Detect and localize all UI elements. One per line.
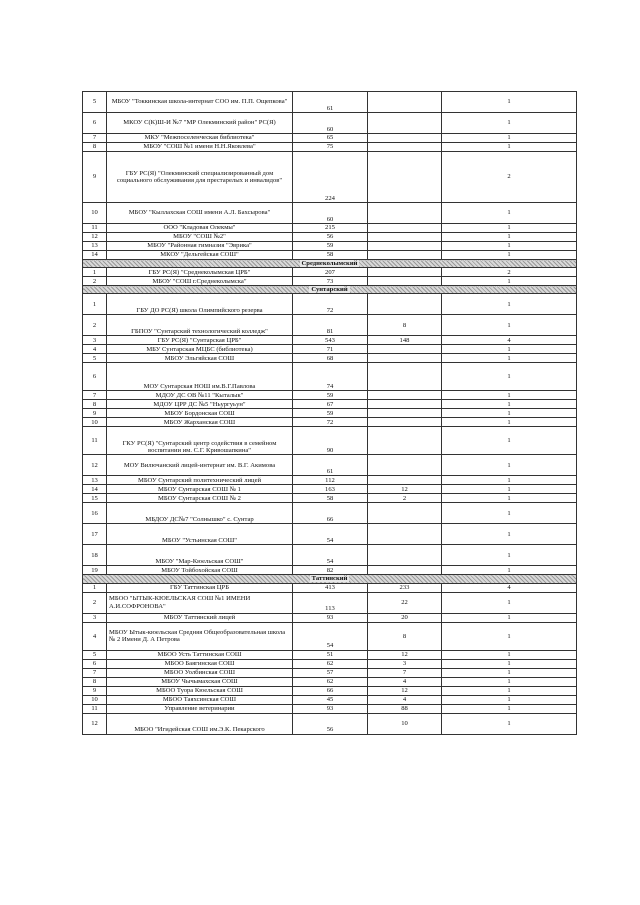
table-row xyxy=(83,294,577,315)
count-total: 59 xyxy=(293,391,368,400)
count-total: 75 xyxy=(293,143,368,152)
count-total: 215 xyxy=(293,224,368,233)
table-row xyxy=(83,242,577,251)
count-units: 1 xyxy=(442,668,577,677)
count-total: 59 xyxy=(293,409,368,418)
table-row xyxy=(83,409,577,418)
section-row xyxy=(83,575,577,583)
organization-name: МБОУ Ытык-кюельская Средняя Общеобразовательная школа № 2 Имени Д. А Петрова xyxy=(107,622,293,650)
count-secondary xyxy=(368,503,442,524)
count-secondary: 8 xyxy=(368,622,442,650)
row-number: 10 xyxy=(83,203,107,224)
section-title xyxy=(83,286,577,294)
section-row xyxy=(83,260,577,268)
count-units: 1 xyxy=(442,400,577,409)
count-secondary xyxy=(368,427,442,455)
count-secondary xyxy=(368,418,442,427)
count-total: 163 xyxy=(293,485,368,494)
count-total: 74 xyxy=(293,363,368,391)
row-number: 4 xyxy=(83,622,107,650)
row-number: 1 xyxy=(83,583,107,592)
section-row xyxy=(83,286,577,294)
row-number: 7 xyxy=(83,391,107,400)
organization-name: МБОО "Игидейская СОШ им.Э.К. Пекарского xyxy=(107,713,293,734)
organization-name: МБОУ "СОШ г.Среднеколымска" xyxy=(107,277,293,286)
count-units: 1 xyxy=(442,494,577,503)
table-row xyxy=(83,485,577,494)
row-number: 10 xyxy=(83,695,107,704)
count-secondary: 3 xyxy=(368,659,442,668)
organization-name: МБОУ Жарханская СОШ xyxy=(107,418,293,427)
table-row xyxy=(83,704,577,713)
row-number: 7 xyxy=(83,134,107,143)
count-secondary xyxy=(368,134,442,143)
table-row xyxy=(83,345,577,354)
count-secondary xyxy=(368,277,442,286)
row-number: 19 xyxy=(83,566,107,575)
row-number: 11 xyxy=(83,224,107,233)
organization-name: МБОО Туора Кюельская СОШ xyxy=(107,686,293,695)
row-number: 6 xyxy=(83,363,107,391)
count-units: 1 xyxy=(442,566,577,575)
table-row xyxy=(83,613,577,622)
organization-name: МДОУ ЦРР ДС №5 "Ньургуьун" xyxy=(107,400,293,409)
organization-name: МБОУ Сунтарская СОШ № 2 xyxy=(107,494,293,503)
count-total: 113 xyxy=(293,592,368,613)
table-row xyxy=(83,583,577,592)
organization-name: МБОУ Бордонская СОШ xyxy=(107,409,293,418)
organization-name: МКОУ С(К)Ш-И №7 "МР Олекминский район" РС(Я) xyxy=(107,113,293,134)
count-secondary: 4 xyxy=(368,695,442,704)
row-number: 8 xyxy=(83,400,107,409)
organization-name: ГБПОУ "Сунтарский технологический колледж" xyxy=(107,315,293,336)
row-number: 15 xyxy=(83,494,107,503)
count-secondary: 2 xyxy=(368,494,442,503)
row-number: 1 xyxy=(83,268,107,277)
count-total: 71 xyxy=(293,345,368,354)
table-row xyxy=(83,713,577,734)
count-secondary xyxy=(368,400,442,409)
row-number: 5 xyxy=(83,354,107,363)
count-units: 4 xyxy=(442,336,577,345)
row-number: 12 xyxy=(83,713,107,734)
row-number: 6 xyxy=(83,659,107,668)
organization-name: МКОУ "Дельгейская СОШ" xyxy=(107,251,293,260)
organization-name: МБОО "ЫТЫК-КЮЕЛЬСКАЯ СОШ №1 ИМЕНИ А.И.СОФРОНОВА" xyxy=(107,592,293,613)
organization-name: ГКУ РС(Я) "Сунтарский центр содействия в семейном воспитании им. С.Г. Кривошапкина" xyxy=(107,427,293,455)
count-units: 1 xyxy=(442,427,577,455)
count-total: 62 xyxy=(293,659,368,668)
count-secondary: 148 xyxy=(368,336,442,345)
organization-name: МБОУ Сунтарская СОШ № 1 xyxy=(107,485,293,494)
table-row xyxy=(83,336,577,345)
table-row xyxy=(83,92,577,113)
organization-name: МБОУ Эльгяйская СОШ xyxy=(107,354,293,363)
organization-name: МБОУ "Районная гимназия "Эврика" xyxy=(107,242,293,251)
count-units: 1 xyxy=(442,704,577,713)
organizations-table xyxy=(82,91,577,735)
count-secondary xyxy=(368,224,442,233)
count-units: 1 xyxy=(442,92,577,113)
count-units: 1 xyxy=(442,233,577,242)
count-total: 72 xyxy=(293,418,368,427)
row-number: 8 xyxy=(83,677,107,686)
row-number: 14 xyxy=(83,251,107,260)
count-secondary xyxy=(368,566,442,575)
organization-name: МКУ "Межпоселенческая библиотека" xyxy=(107,134,293,143)
organization-name: МБОУ "Мар-Кюельская СОШ" xyxy=(107,545,293,566)
count-units: 1 xyxy=(442,455,577,476)
count-secondary: 12 xyxy=(368,686,442,695)
row-number: 9 xyxy=(83,686,107,695)
organization-name: ГБУ РС(Я) "Среднеколымская ЦРБ" xyxy=(107,268,293,277)
count-total: 51 xyxy=(293,650,368,659)
count-units: 1 xyxy=(442,224,577,233)
section-label: Сунтарский xyxy=(311,286,348,294)
table-row xyxy=(83,592,577,613)
count-units: 1 xyxy=(442,695,577,704)
count-units: 1 xyxy=(442,677,577,686)
count-total: 72 xyxy=(293,294,368,315)
count-units: 1 xyxy=(442,113,577,134)
count-units: 1 xyxy=(442,650,577,659)
table-row xyxy=(83,251,577,260)
count-total: 93 xyxy=(293,704,368,713)
count-total: 73 xyxy=(293,277,368,286)
count-units: 1 xyxy=(442,354,577,363)
count-total: 65 xyxy=(293,134,368,143)
row-number: 5 xyxy=(83,650,107,659)
count-total: 54 xyxy=(293,545,368,566)
count-total: 59 xyxy=(293,242,368,251)
count-secondary xyxy=(368,268,442,277)
table-row xyxy=(83,233,577,242)
row-number: 4 xyxy=(83,345,107,354)
count-units: 1 xyxy=(442,203,577,224)
table-row xyxy=(83,622,577,650)
count-secondary xyxy=(368,152,442,203)
count-total: 60 xyxy=(293,203,368,224)
count-units: 1 xyxy=(442,613,577,622)
organization-name: МБОУ Чычымахская СОШ xyxy=(107,677,293,686)
row-number: 1 xyxy=(83,294,107,315)
count-secondary xyxy=(368,242,442,251)
table-row xyxy=(83,503,577,524)
count-secondary: 22 xyxy=(368,592,442,613)
table-row xyxy=(83,143,577,152)
count-secondary xyxy=(368,524,442,545)
count-units: 1 xyxy=(442,143,577,152)
count-units: 1 xyxy=(442,592,577,613)
count-secondary xyxy=(368,354,442,363)
count-units: 1 xyxy=(442,277,577,286)
count-secondary: 7 xyxy=(368,668,442,677)
organization-name: МОУ Вилючанский лицей-интернат им. В.Г. Акимова xyxy=(107,455,293,476)
count-total: 82 xyxy=(293,566,368,575)
count-total: 61 xyxy=(293,92,368,113)
organization-name: МБОУ "Устьинская СОШ" xyxy=(107,524,293,545)
organization-name: МБОО Уолбинская СОШ xyxy=(107,668,293,677)
organization-name: МБОУ Сунтарский политехнический лицей xyxy=(107,476,293,485)
table-row xyxy=(83,152,577,203)
table-row xyxy=(83,677,577,686)
count-total: 54 xyxy=(293,524,368,545)
table-row xyxy=(83,494,577,503)
count-secondary xyxy=(368,363,442,391)
count-secondary xyxy=(368,455,442,476)
count-units: 1 xyxy=(442,409,577,418)
table-row xyxy=(83,268,577,277)
document-page xyxy=(82,91,576,735)
count-units: 1 xyxy=(442,485,577,494)
count-units: 1 xyxy=(442,545,577,566)
count-total: 54 xyxy=(293,622,368,650)
row-number: 10 xyxy=(83,418,107,427)
table-row xyxy=(83,566,577,575)
row-number: 7 xyxy=(83,668,107,677)
row-number: 2 xyxy=(83,277,107,286)
count-units: 1 xyxy=(442,294,577,315)
row-number: 2 xyxy=(83,592,107,613)
count-total: 90 xyxy=(293,427,368,455)
count-total: 543 xyxy=(293,336,368,345)
count-units: 1 xyxy=(442,476,577,485)
row-number: 9 xyxy=(83,409,107,418)
organization-name: Управление ветеринарии xyxy=(107,704,293,713)
organization-name: ГБУ Таттинская ЦРБ xyxy=(107,583,293,592)
organization-name: МБОО Усть Таттинская СОШ xyxy=(107,650,293,659)
count-units: 2 xyxy=(442,268,577,277)
count-total: 93 xyxy=(293,613,368,622)
count-total: 56 xyxy=(293,713,368,734)
count-total: 66 xyxy=(293,686,368,695)
count-secondary: 12 xyxy=(368,485,442,494)
count-secondary xyxy=(368,391,442,400)
row-number: 9 xyxy=(83,152,107,203)
table-row xyxy=(83,203,577,224)
organization-name: МБДОУ ДС№7 "Солнышко" с. Сунтар xyxy=(107,503,293,524)
count-units: 2 xyxy=(442,152,577,203)
count-units: 1 xyxy=(442,134,577,143)
count-total: 58 xyxy=(293,251,368,260)
table-row xyxy=(83,391,577,400)
row-number: 12 xyxy=(83,233,107,242)
count-total: 413 xyxy=(293,583,368,592)
row-number: 12 xyxy=(83,455,107,476)
count-units: 1 xyxy=(442,251,577,260)
count-secondary: 233 xyxy=(368,583,442,592)
row-number: 13 xyxy=(83,242,107,251)
count-secondary xyxy=(368,409,442,418)
count-units: 1 xyxy=(442,622,577,650)
count-total: 68 xyxy=(293,354,368,363)
table-row xyxy=(83,686,577,695)
count-units: 1 xyxy=(442,363,577,391)
count-units: 1 xyxy=(442,391,577,400)
table-row xyxy=(83,418,577,427)
organization-name: МДОУ ДС ОВ №11 "Кыталык" xyxy=(107,391,293,400)
table-row xyxy=(83,545,577,566)
table-row xyxy=(83,113,577,134)
table-row xyxy=(83,134,577,143)
count-units: 1 xyxy=(442,503,577,524)
row-number: 3 xyxy=(83,613,107,622)
count-total: 56 xyxy=(293,233,368,242)
organization-name: МБОУ "Токкинская школа-интернат СОО им. П.П. Ощепкова" xyxy=(107,92,293,113)
section-label: Среднеколымский xyxy=(301,260,358,267)
count-secondary xyxy=(368,345,442,354)
organization-name: ГБУ РС(Я) "Олекминский специализированный дом социального обслуживания для престарелых и инвалидов" xyxy=(107,152,293,203)
table-row xyxy=(83,695,577,704)
count-secondary xyxy=(368,476,442,485)
count-total: 112 xyxy=(293,476,368,485)
row-number: 8 xyxy=(83,143,107,152)
table-row xyxy=(83,354,577,363)
row-number: 18 xyxy=(83,545,107,566)
organization-name: МБОУ "СОШ №2" xyxy=(107,233,293,242)
section-title xyxy=(83,575,577,583)
organization-name: ООО "Кладовая Олекмы" xyxy=(107,224,293,233)
organization-name: ГБУ ДО РС(Я) школа Олимпийского резерва xyxy=(107,294,293,315)
row-number: 2 xyxy=(83,315,107,336)
row-number: 16 xyxy=(83,503,107,524)
organization-name: МБОО Таяхсинская СОШ xyxy=(107,695,293,704)
row-number: 17 xyxy=(83,524,107,545)
row-number: 11 xyxy=(83,427,107,455)
row-number: 13 xyxy=(83,476,107,485)
count-secondary: 20 xyxy=(368,613,442,622)
count-total: 57 xyxy=(293,668,368,677)
count-total: 62 xyxy=(293,677,368,686)
table-row xyxy=(83,476,577,485)
table-row xyxy=(83,455,577,476)
count-total: 207 xyxy=(293,268,368,277)
count-total: 60 xyxy=(293,113,368,134)
organization-name: МБОУ Тойбохойская СОШ xyxy=(107,566,293,575)
table-row xyxy=(83,650,577,659)
count-units: 4 xyxy=(442,583,577,592)
section-title xyxy=(83,260,577,268)
count-secondary: 8 xyxy=(368,315,442,336)
count-secondary xyxy=(368,251,442,260)
row-number: 6 xyxy=(83,113,107,134)
count-secondary xyxy=(368,113,442,134)
organization-name: МБУ Сунтарская МЦБС (библиотека) xyxy=(107,345,293,354)
count-units: 1 xyxy=(442,713,577,734)
table-row xyxy=(83,668,577,677)
table-row xyxy=(83,427,577,455)
table-row xyxy=(83,659,577,668)
count-total: 58 xyxy=(293,494,368,503)
count-total: 45 xyxy=(293,695,368,704)
table-row xyxy=(83,315,577,336)
count-total: 67 xyxy=(293,400,368,409)
row-number: 14 xyxy=(83,485,107,494)
count-units: 1 xyxy=(442,315,577,336)
table-row xyxy=(83,400,577,409)
count-units: 1 xyxy=(442,524,577,545)
count-secondary: 88 xyxy=(368,704,442,713)
organization-name: МОУ Сунтарская НОШ им.В.Г.Павлова xyxy=(107,363,293,391)
count-units: 1 xyxy=(442,345,577,354)
organization-name: МБОУ Таттинский лицей xyxy=(107,613,293,622)
count-units: 1 xyxy=(442,686,577,695)
table-row xyxy=(83,363,577,391)
count-total: 224 xyxy=(293,152,368,203)
count-secondary xyxy=(368,203,442,224)
count-secondary: 10 xyxy=(368,713,442,734)
table-row xyxy=(83,524,577,545)
count-total: 81 xyxy=(293,315,368,336)
organization-name: МБОУ "СОШ №1 имени Н.Н.Яковлева" xyxy=(107,143,293,152)
row-number: 3 xyxy=(83,336,107,345)
count-secondary xyxy=(368,143,442,152)
organization-name: ГБУ РС(Я) "Сунтарская ЦРБ" xyxy=(107,336,293,345)
count-secondary xyxy=(368,233,442,242)
section-label: Таттинский xyxy=(311,575,348,583)
table-row xyxy=(83,277,577,286)
count-units: 1 xyxy=(442,242,577,251)
count-units: 1 xyxy=(442,659,577,668)
row-number: 11 xyxy=(83,704,107,713)
row-number: 5 xyxy=(83,92,107,113)
count-secondary xyxy=(368,294,442,315)
count-total: 66 xyxy=(293,503,368,524)
count-total: 61 xyxy=(293,455,368,476)
table-body xyxy=(83,92,577,735)
organization-name: МБОУ "Кыллахская СОШ имени А.Л. Бахсырова" xyxy=(107,203,293,224)
table-row xyxy=(83,224,577,233)
count-secondary xyxy=(368,545,442,566)
organization-name: МБОО Баягинская СОШ xyxy=(107,659,293,668)
count-secondary: 12 xyxy=(368,650,442,659)
count-secondary xyxy=(368,92,442,113)
count-secondary: 4 xyxy=(368,677,442,686)
count-units: 1 xyxy=(442,418,577,427)
